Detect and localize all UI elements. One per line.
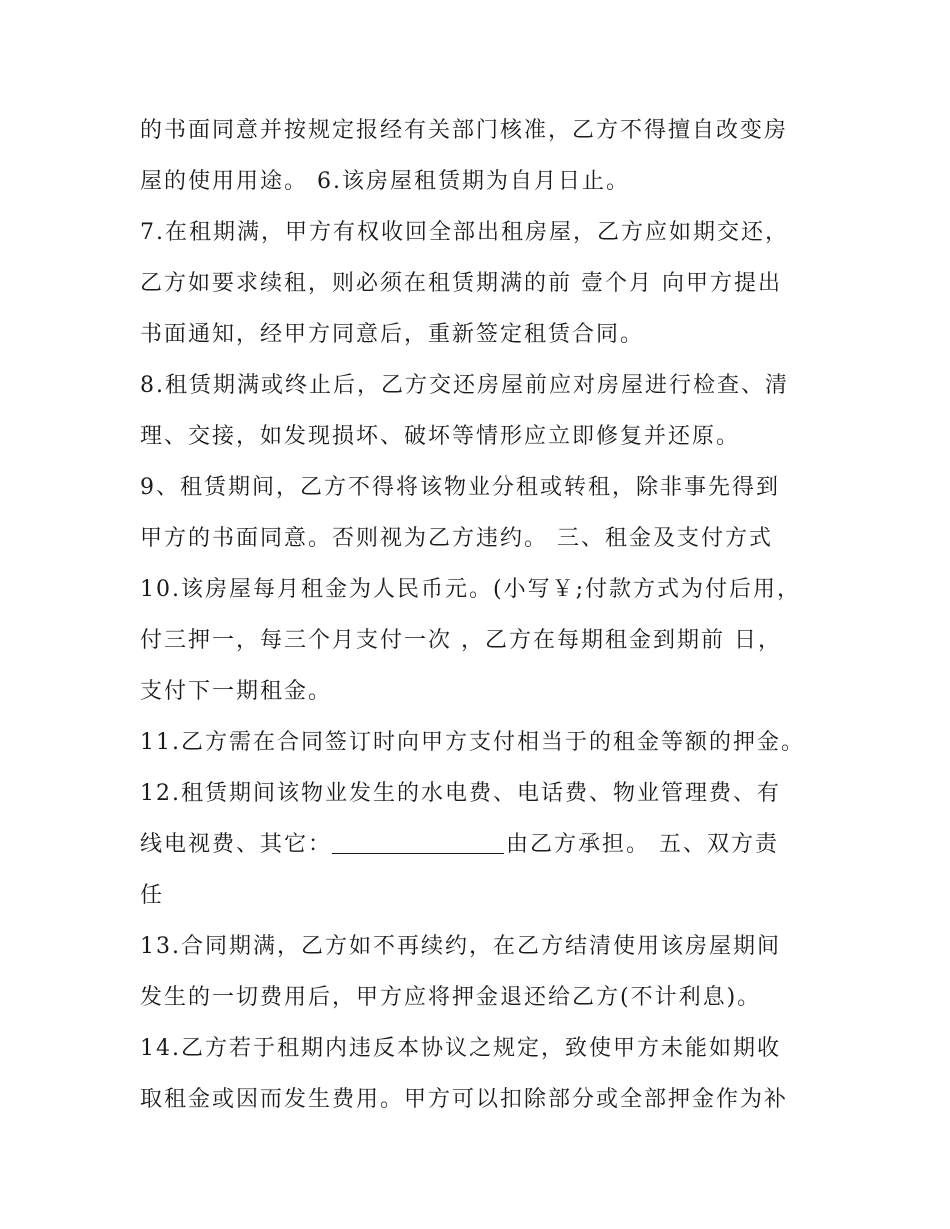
text-line: 屋的使用用途。 6.该房屋租赁期为自月日止。 <box>140 169 630 194</box>
text-line: 甲方的书面同意。否则视为乙方违约。 三、租金及支付方式 <box>140 526 773 551</box>
text-line: 9、租赁期间，乙方不得将该物业分租或转租，除非事先得到 <box>140 475 780 500</box>
text-line: 发生的一切费用后，甲方应将押金退还给乙方(不计利息)。 <box>140 985 762 1010</box>
fill-in-blank <box>332 852 504 854</box>
document-body <box>140 105 820 1125</box>
text-line: 付三押一，每三个月支付一次 ，乙方在每期租金到期前 日， <box>140 628 782 653</box>
text-line: 10.该房屋每月租金为人民币元。(小写￥;付款方式为付后用， <box>140 577 801 602</box>
text-segment: 线电视费、其它： <box>140 832 333 857</box>
text-line: 乙方如要求续租，则必须在租赁期满的前 壹个月 向甲方提出 <box>140 271 782 296</box>
text-segment: 由乙方承担。 五、双方责 <box>506 832 780 857</box>
text-line: 支付下一期租金。 <box>140 679 333 704</box>
text-line: 7.在租期满，甲方有权收回全部出租房屋，乙方应如期交还， <box>140 220 789 245</box>
text-line: 11.乙方需在合同签订时向甲方支付相当于的租金等额的押金。 <box>140 730 805 755</box>
text-line: 12.租赁期间该物业发生的水电费、电话费、物业管理费、有 <box>140 781 781 806</box>
text-line: 13.合同期满，乙方如不再续约，在乙方结清使用该房屋期间 <box>140 934 781 959</box>
text-line-with-blank <box>140 819 820 870</box>
text-line: 的书面同意并按规定报经有关部门核准，乙方不得擅自改变房 <box>140 118 789 143</box>
text-line: 书面通知，经甲方同意后，重新签定租赁合同。 <box>140 322 645 347</box>
text-line: 14.乙方若于租期内违反本协议之规定，致使甲方未能如期收 <box>140 1036 781 1061</box>
text-line: 任 <box>140 883 165 908</box>
text-line: 取租金或因而发生费用。甲方可以扣除部分或全部押金作为补 <box>140 1087 789 1112</box>
text-line: 8.租赁期满或终止后，乙方交还房屋前应对房屋进行检查、清 <box>140 373 789 398</box>
text-line: 理、交接，如发现损坏、破坏等情形应立即修复并还原。 <box>140 424 741 449</box>
